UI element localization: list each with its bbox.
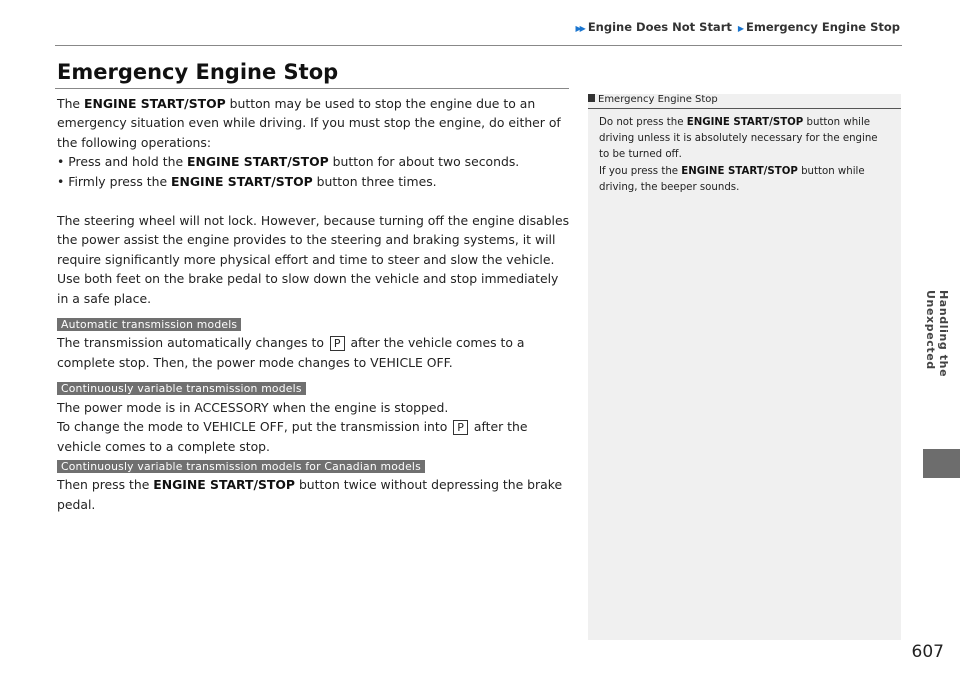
- sidebar-button-name: ENGINE START/STOP: [681, 165, 798, 177]
- cvt-canada-button-name: ENGINE START/STOP: [153, 477, 295, 493]
- intro-text-end: button may be used to stop the engine due to an emergency situation even while driving. If you must stop the engine, do either of the following operations:: [57, 96, 561, 150]
- list-item: • Press and hold the ENGINE START/STOP button for about two seconds.: [57, 154, 520, 170]
- sidebar-text-end: button while driving unless it is absolutely necessary for the engine to be turned off.: [599, 117, 878, 161]
- breadcrumb-item-engine-does-not-start[interactable]: Engine Does Not Start: [587, 20, 732, 34]
- double-triangle-icon: ▶▶: [575, 24, 584, 33]
- automatic-text-end: after the vehicle comes to a complete stop. Then, the power mode changes to VEHICLE OFF.: [57, 335, 525, 370]
- model-tag-cvt: Continuously variable transmission models: [57, 382, 306, 395]
- breadcrumb: [576, 20, 900, 34]
- cvt-line: The power mode is in ACCESSORY when the engine is stopped.: [57, 399, 449, 415]
- sidebar-button-name: ENGINE START/STOP: [686, 117, 804, 128]
- breadcrumb-item-emergency-engine-stop[interactable]: Emergency Engine Stop: [746, 20, 900, 34]
- spacer: [57, 372, 572, 378]
- list-item: • Firmly press the ENGINE START/STOP button three times.: [57, 173, 437, 189]
- sidebar-text-start: Do not press the: [599, 117, 687, 128]
- model-tag-cvt-canada: Continuously variable transmission models for Canadian models: [57, 460, 425, 473]
- chapter-tab-marker: [923, 449, 960, 478]
- operation-list: [57, 152, 572, 191]
- header-divider: [55, 45, 902, 46]
- intro-paragraph: [57, 94, 572, 152]
- cvt-paragraph: [57, 417, 572, 456]
- sidebar-text: [599, 115, 891, 196]
- cvt-canada-paragraph: [57, 475, 572, 514]
- bullet-text: button for about two seconds.: [328, 154, 520, 170]
- sidebar-text-end: button while driving, the beeper sounds.: [599, 165, 865, 193]
- sidebar-title: Emergency Engine Stop: [598, 94, 718, 105]
- title-divider: [55, 88, 569, 89]
- page-title: Emergency Engine Stop: [57, 60, 339, 84]
- sidebar-paragraph: [599, 115, 891, 164]
- cvt-canada-text-start: Then press the: [57, 477, 154, 493]
- bullet-text: button three times.: [312, 173, 437, 189]
- bullet-text: Firmly press the: [68, 173, 172, 189]
- bullet-button-name: ENGINE START/STOP: [187, 154, 329, 170]
- sidebar-heading: [588, 94, 901, 105]
- park-gear-symbol: P: [330, 336, 345, 351]
- steering-paragraph: The steering wheel will not lock. However, because turning off the engine disables the power assist the engine provides to the steering and braking systems, it will require significantly more physical effort and time to steer and slow the vehicle. Use both feet on the brake pedal to slow down the vehicle and stop immediately in a safe place.: [57, 213, 570, 306]
- spacer: [57, 191, 572, 211]
- main-content: [57, 94, 572, 514]
- cvt-canada-text-end: button twice without depressing the brake pedal.: [57, 477, 563, 512]
- intro-text-start: The: [57, 96, 84, 111]
- bullet-text: Press and hold the: [68, 154, 188, 170]
- cvt-text-start: To change the mode to VEHICLE OFF, put the transmission into: [57, 419, 452, 435]
- park-gear-symbol: P: [453, 420, 468, 435]
- model-tag-automatic: Automatic transmission models: [57, 318, 241, 331]
- page-number: 607: [911, 642, 944, 662]
- sidebar-text-start: If you press the: [599, 165, 682, 177]
- intro-button-name: ENGINE START/STOP: [83, 96, 226, 111]
- spacer: [57, 308, 572, 314]
- sidebar-paragraph: [599, 164, 891, 196]
- automatic-text-start: The transmission automatically changes to: [57, 335, 328, 351]
- note-marker-icon: [588, 94, 595, 102]
- cvt-text-end: after the vehicle comes to a complete stop.: [57, 419, 528, 454]
- bullet-button-name: ENGINE START/STOP: [171, 173, 313, 189]
- sidebar-divider: [588, 108, 901, 109]
- automatic-paragraph: [57, 333, 572, 372]
- triangle-icon: ▶: [737, 24, 743, 33]
- sidebar-note: [588, 94, 901, 640]
- chapter-tab-label: Handling the Unexpected: [924, 290, 950, 378]
